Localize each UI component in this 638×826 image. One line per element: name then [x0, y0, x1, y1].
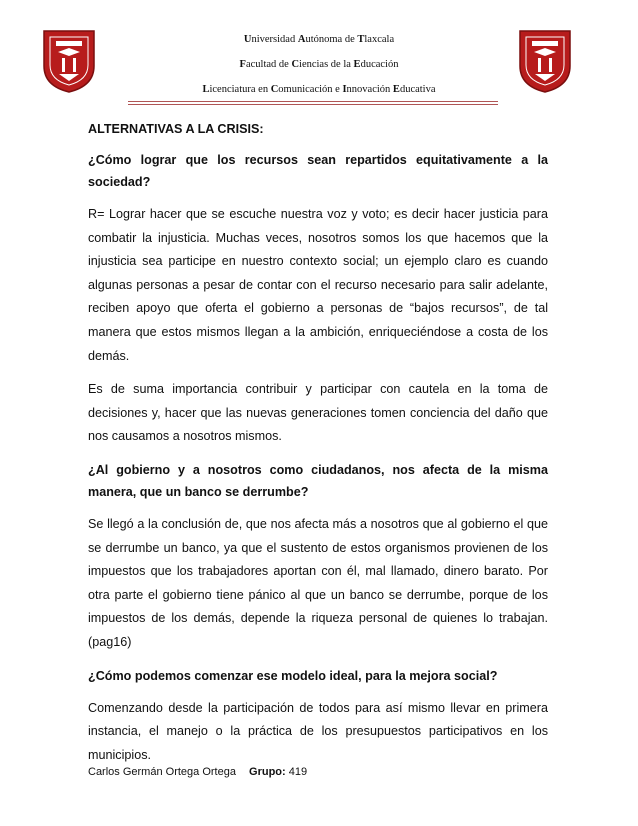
- question-3: ¿Cómo podemos comenzar ese modelo ideal, para la mejora social?: [88, 668, 498, 683]
- page-footer: [88, 766, 307, 778]
- paragraph-3: Se llegó a la conclusión de, que nos afecta más a nosotros que al gobierno el que se derrumbe un banco, ya que el sustento de estos organismos provienen de los impuestos que los trabajadores aportan con él, mal llamado, dinero barato. Por otra parte el gobierno tiene pánico al que un banco se derrumbe, porque de los impuestos de los demás, depende la riqueza personal de quienes lo trabajan. (pag16): [88, 516, 548, 649]
- paragraph-4: Comenzando desde la participación de todos para así mismo llevar en primera instancia, el manejo o la práctica de los presupuestos participativos en los municipios.: [88, 700, 548, 762]
- footer-group-label: Grupo:: [249, 766, 286, 778]
- question-2: ¿Al gobierno y a nosotros como ciudadanos, nos afecta de la misma manera, que un banco se derrumbe?: [88, 462, 548, 499]
- header-university: Universidad Autónoma de Tlaxcala: [243, 34, 395, 45]
- header-program: Licenciatura en Comunicación e Innovación Educativa: [202, 84, 436, 95]
- footer-author: Carlos Germán Ortega Ortega: [88, 766, 236, 778]
- header-faculty: Facultad de Ciencias de la Educación: [239, 59, 399, 70]
- question-1: ¿Cómo lograr que los recursos sean repartidos equitativamente a la sociedad?: [88, 153, 548, 189]
- paragraph-1: R= Lograr hacer que se escuche nuestra voz y voto; es decir hacer justicia para combatir la injusticia. Muchas veces, nosotros somos los que hacemos que la injusticia sea participe en nuestro contexto social; un ejemplo claro es cuando algunas personas a pesar de contar con el recurso necesario para salir adelante, reciben apoyo que oferta el gobierno a personas de “bajos recursos”, de tal manera que estos mismos llegan a la ambición, enriqueciéndose a costa de los demás.: [88, 207, 548, 363]
- paragraph-2: Es de suma importancia contribuir y participar con cautela en la toma de decisiones y, hacer que las nuevas generaciones tomen conciencia del daño que nos causamos a nosotros mismos.: [88, 382, 548, 444]
- section-title: ALTERNATIVAS A LA CRISIS:: [88, 122, 264, 136]
- header-divider: [128, 101, 498, 102]
- document-body: [88, 121, 548, 777]
- footer-group-value: 419: [288, 766, 308, 778]
- header-divider: [128, 104, 498, 105]
